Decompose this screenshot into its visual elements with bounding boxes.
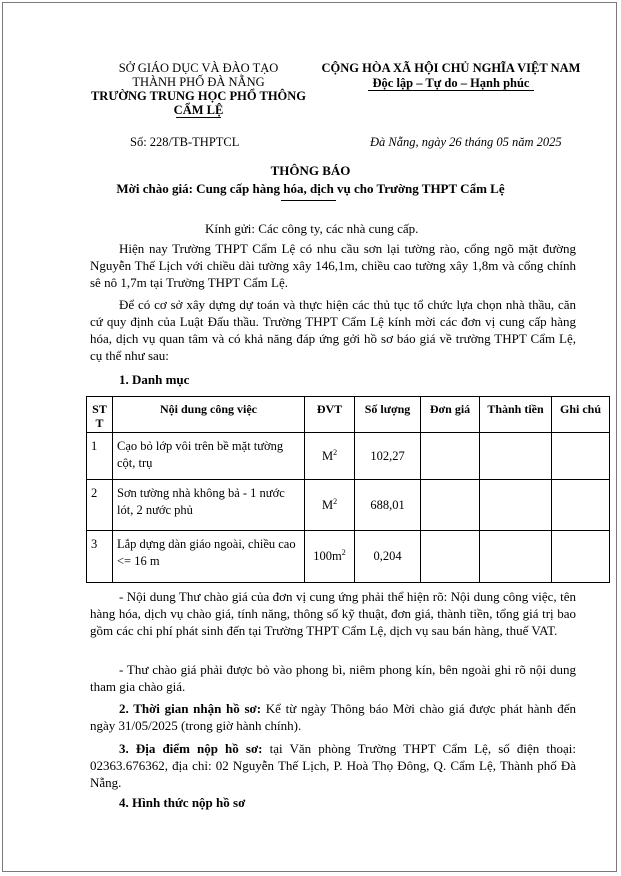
issuer-block bbox=[86, 61, 311, 117]
issuer-line-2: THÀNH PHỐ ĐÀ NẴNG bbox=[132, 75, 265, 89]
section-2-label: 2. Thời gian nhận hồ sơ: bbox=[119, 701, 262, 716]
paragraph-invitation: Để có cơ sở xây dựng dự toán và thực hiện các thủ tục tổ chức lựa chọn nhà thầu, căn cứ quy định của Luật Đấu thầu. Trường THPT Cẩm Lệ kính mời các đơn vị cung cấp hàng hóa, dịch vụ quan tâm và có khả năng đáp ứng gởi hồ sơ báo giá về trường THPT Cẩm Lệ, cụ thể như sau: bbox=[90, 297, 576, 363]
document-subtitle: Mời chào giá: Cung cấp hàng hóa, dịch vụ cho Trường THPT Cẩm Lệ bbox=[116, 181, 505, 196]
table-row bbox=[87, 531, 610, 583]
subtitle-underline bbox=[281, 200, 336, 201]
cell-total bbox=[480, 531, 552, 583]
cell-note bbox=[552, 480, 610, 531]
cell-content: Cạo bỏ lớp vôi trên bề mặt tường cột, trụ bbox=[113, 433, 305, 480]
cell-qty: 688,01 bbox=[355, 480, 421, 531]
recipient-line: Kính gửi: Các công ty, các nhà cung cấp. bbox=[205, 221, 419, 236]
motto-underline bbox=[368, 90, 534, 91]
cell-unit: $M^2$ bbox=[305, 433, 355, 480]
cell-stt: 2 bbox=[87, 480, 113, 531]
note-envelope: - Thư chào giá phải được bỏ vào phong bì, niêm phong kín, bên ngoài ghi rõ nội dung tham gia chào giá. bbox=[90, 662, 576, 694]
paragraph-intro: Hiện nay Trường THPT Cẩm Lệ có nhu cầu sơn lại tường rào, cổng ngõ mặt đường Nguyễn Thế Lịch với chiều dài tường xây 146,1m, chiều cao tường xây 1,8m và cổng chính sê nô 1,7m tại Trường THPT Cẩm Lệ. bbox=[90, 241, 576, 290]
cell-qty: 102,27 bbox=[355, 433, 421, 480]
cell-stt: 1 bbox=[87, 433, 113, 480]
table-row bbox=[87, 433, 610, 480]
col-header-unit: ĐVT bbox=[305, 397, 355, 433]
cell-note bbox=[552, 433, 610, 480]
document-title: THÔNG BÁO bbox=[270, 163, 351, 178]
section-3-text: tại Văn phòng Trường THPT Cẩm Lệ, số điện thoại: 02363.676362, địa chỉ: 02 Nguyễn Thế Lịch, P. Hoà Thọ Đông, Q. Cẩm Lệ, Thành phố Đà Nẵng. bbox=[90, 741, 577, 790]
cell-content: Lắp dựng dàn giáo ngoài, chiều cao <= 16 m bbox=[113, 531, 305, 583]
cell-total bbox=[480, 480, 552, 531]
section-2-time bbox=[90, 700, 576, 734]
national-title: CỘNG HÒA XÃ HỘI CHỦ NGHĨA VIỆT NAM bbox=[321, 61, 581, 75]
col-header-total: Thành tiền bbox=[480, 397, 552, 433]
section-4-heading: 4. Hình thức nộp hồ sơ bbox=[119, 795, 246, 810]
document-number: Số: 228/TB-THPTCL bbox=[130, 135, 240, 149]
cell-price bbox=[421, 480, 480, 531]
document-date: Đà Nẵng, ngày 26 tháng 05 năm 2025 bbox=[370, 135, 562, 149]
note-content-requirements: - Nội dung Thư chào giá của đơn vị cung ứng phải thể hiện rõ: Nội dung công việc, tên hàng hóa, dịch vụ chào giá, tính năng, thông số kỹ thuật, đơn giá, thành tiền, tổng giá trị bao gồm các chi phí phát sinh đến tại Trường THPT Cẩm Lệ, dịch vụ sau bán hàng, thuế VAT. bbox=[90, 589, 576, 638]
cell-note bbox=[552, 531, 610, 583]
section-1-heading: 1. Danh mục bbox=[119, 372, 190, 387]
col-header-qty: Số lượng bbox=[355, 397, 421, 433]
col-header-content: Nội dung công việc bbox=[113, 397, 305, 433]
cell-total bbox=[480, 433, 552, 480]
table-header-row bbox=[87, 397, 610, 433]
cell-content: Sơn tường nhà không bả - 1 nước lót, 2 nước phủ bbox=[113, 480, 305, 531]
items-table bbox=[86, 396, 610, 583]
col-header-note: Ghi chú bbox=[552, 397, 610, 433]
cell-price bbox=[421, 433, 480, 480]
section-3-label: 3. Địa điểm nộp hồ sơ: bbox=[119, 741, 263, 756]
cell-unit: $M^2$ bbox=[305, 480, 355, 531]
col-header-price: Đơn giá bbox=[421, 397, 480, 433]
section-3-location bbox=[90, 740, 576, 791]
cell-price bbox=[421, 531, 480, 583]
table-row bbox=[87, 480, 610, 531]
national-header bbox=[312, 61, 590, 91]
national-motto: Độc lập – Tự do – Hạnh phúc bbox=[372, 76, 530, 90]
section-2-text: Kể từ ngày Thông báo Mời chào giá được phát hành đến ngày 31/05/2025 (trong giờ hành chính). bbox=[90, 701, 576, 733]
cell-unit: $100m^2$ bbox=[305, 531, 355, 583]
issuer-line-1: SỞ GIÁO DỤC VÀ ĐÀO TẠO bbox=[118, 61, 279, 75]
issuer-underline bbox=[176, 117, 221, 118]
cell-stt: 3 bbox=[87, 531, 113, 583]
col-header-stt: ST T bbox=[87, 397, 113, 433]
issuer-line-4: CẨM LỆ bbox=[173, 103, 224, 117]
issuer-line-3: TRƯỜNG TRUNG HỌC PHỔ THÔNG bbox=[90, 89, 307, 103]
cell-qty: 0,204 bbox=[355, 531, 421, 583]
